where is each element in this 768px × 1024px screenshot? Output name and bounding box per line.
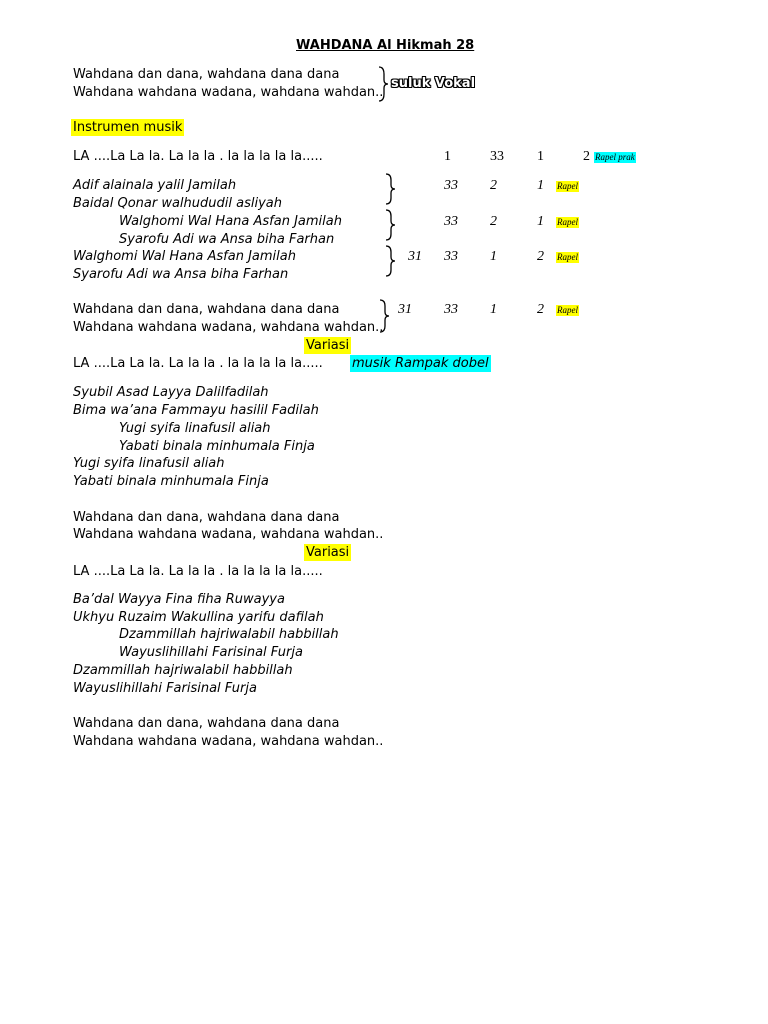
variasi-label: Variasi <box>306 545 350 560</box>
verse3-line: Wayuslihillahi Farisinal Furja <box>73 681 257 696</box>
chorus2-line-2: Wahdana wahdana wadana, wahdana wahdan.. <box>73 527 384 542</box>
verse2-line: Yabati binala minhumala Finja <box>119 439 315 454</box>
beat-number: 2 <box>490 214 497 229</box>
intro-line-2: Wahdana wahdana wadana, wahdana wahdan.. <box>73 85 384 100</box>
brace-icon <box>384 245 398 277</box>
beat-number: 2 <box>583 149 590 164</box>
chorus3-line-1: Wahdana dan dana, wahdana dana dana <box>73 716 340 731</box>
verse2-line: Bima wa’ana Fammayu hasilil Fadilah <box>73 403 319 418</box>
beat-number: 33 <box>444 249 458 264</box>
verse3-line: Wayuslihillahi Farisinal Furja <box>119 645 303 660</box>
verse3-line: Dzammillah hajriwalabil habbillah <box>73 663 293 678</box>
beat-number: 33 <box>444 302 458 317</box>
verse3-line: Ba’dal Wayya Fina fiha Ruwayya <box>73 592 285 607</box>
beat-number: 33 <box>490 149 504 164</box>
page-title: WAHDANA Al Hikmah 28 <box>296 38 475 53</box>
la-line: LA ....La La la. La la la . la la la la la..... <box>73 149 323 164</box>
beat-number: 2 <box>490 178 497 193</box>
verse3-line: Ukhyu Ruzaim Wakullina yarifu dafilah <box>73 610 324 625</box>
chorus2-line-1: Wahdana dan dana, wahdana dana dana <box>73 510 340 525</box>
rapel-note: Rapel <box>557 181 578 191</box>
verse1-line: Walghomi Wal Hana Asfan Jamilah <box>73 249 296 264</box>
verse1-line: Walghomi Wal Hana Asfan Jamilah <box>119 214 342 229</box>
verse1-line: Syarofu Adi wa Ansa biha Farhan <box>73 267 289 282</box>
verse2-line: Yabati binala minhumala Finja <box>73 474 269 489</box>
instrumen-label: Instrumen musik <box>73 120 183 135</box>
brace-icon <box>384 209 398 241</box>
rapel-note: Rapel <box>557 252 578 262</box>
rapel-note: Rapel <box>557 305 578 315</box>
beat-number: 1 <box>537 149 544 164</box>
rampak-dobel-label: musik Rampak dobel <box>352 356 489 371</box>
verse1-line: Adif alainala yalil Jamilah <box>73 178 237 193</box>
verse2-line: Syubil Asad Layya Dalilfadilah <box>73 385 269 400</box>
rapel-prak-note: Rapel prak <box>595 152 635 162</box>
la-line: LA ....La La la. La la la . la la la la la..... <box>73 564 323 579</box>
beat-number: 1 <box>490 249 497 264</box>
chorus3-line-2: Wahdana wahdana wadana, wahdana wahdan.. <box>73 734 384 749</box>
brace-icon <box>384 173 398 205</box>
beat-number: 31 <box>398 302 412 317</box>
rapel-note: Rapel <box>557 217 578 227</box>
beat-number: 31 <box>408 249 422 264</box>
verse2-line: Yugi syifa linafusil aliah <box>73 456 225 471</box>
suluk-vokal-label: suluk Vokal <box>391 76 476 91</box>
beat-number: 33 <box>444 214 458 229</box>
brace-icon <box>376 66 390 102</box>
brace-icon <box>378 299 392 333</box>
beat-number: 1 <box>444 149 451 164</box>
beat-number: 1 <box>490 302 497 317</box>
beat-number: 1 <box>537 214 544 229</box>
verse2-line: Yugi syifa linafusil aliah <box>119 421 271 436</box>
chorus1-line-1: Wahdana dan dana, wahdana dana dana <box>73 302 340 317</box>
verse1-line: Syarofu Adi wa Ansa biha Farhan <box>119 232 335 247</box>
beat-number: 2 <box>537 249 544 264</box>
verse3-line: Dzammillah hajriwalabil habbillah <box>119 627 339 642</box>
beat-number: 33 <box>444 178 458 193</box>
variasi-label: Variasi <box>306 338 350 353</box>
chorus1-line-2: Wahdana wahdana wadana, wahdana wahdan.. <box>73 320 384 335</box>
beat-number: 1 <box>537 178 544 193</box>
beat-number: 2 <box>537 302 544 317</box>
la-line: LA ....La La la. La la la . la la la la la..... <box>73 356 323 371</box>
verse1-line: Baidal Qonar walhududil asliyah <box>73 196 282 211</box>
intro-line-1: Wahdana dan dana, wahdana dana dana <box>73 67 340 82</box>
